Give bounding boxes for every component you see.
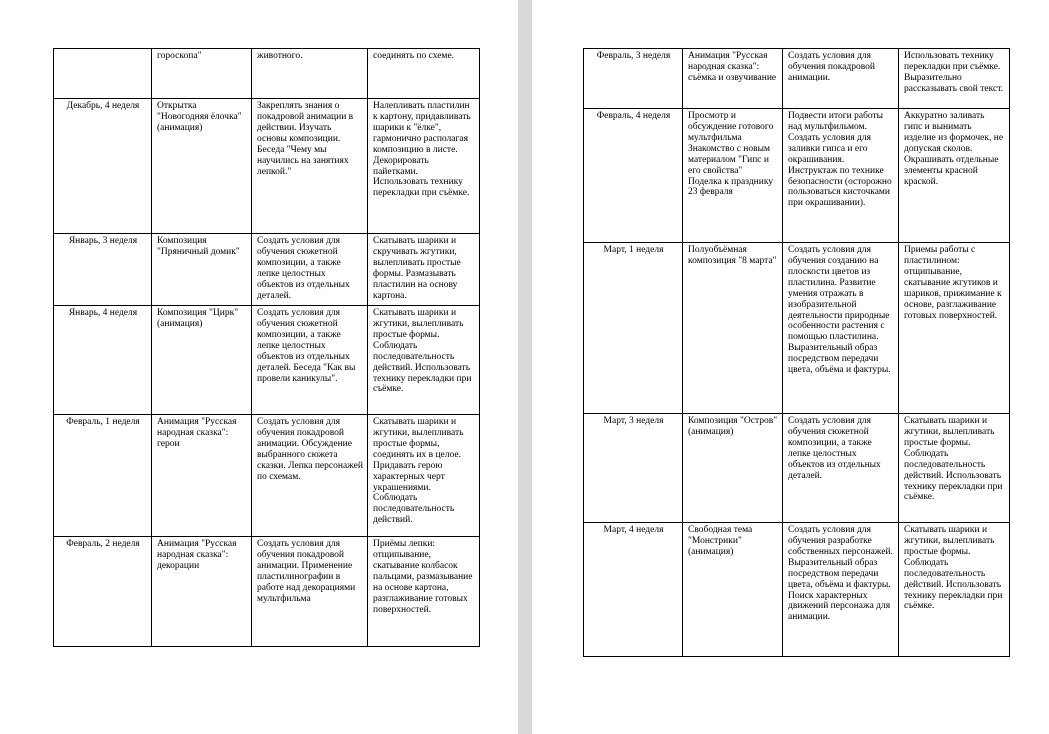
date-cell: Февраль, 4 неделя bbox=[584, 109, 683, 243]
date-cell: Январь, 3 неделя bbox=[54, 234, 152, 306]
methods-cell: Скатывать шарики и жгутики, вылепливать простые формы, соединять их в целое. Придавать герою характерных черт украшениями. Соблюдать последовательность действий. bbox=[368, 415, 480, 537]
theme-cell: Анимация "Русская народная сказка": съёмка и озвучивание bbox=[683, 49, 783, 109]
methods-cell: Приемы работы с пластилином: отщипывание, скатывание жгутиков и шариков, прижимание к основе, разглаживание готовых поверхностей. bbox=[899, 243, 1010, 414]
table-row bbox=[54, 99, 480, 234]
tasks-cell: Закреплять знания о покадровой анимации в действии. Изучать основы композиции. Беседа "Чему мы научились на занятиях лепкой." bbox=[252, 99, 368, 234]
lesson-plan-table-left bbox=[53, 48, 480, 647]
methods-cell: Аккуратно заливать гипс и вынимать изделие из формочек, не допуская сколов. Окрашивать отдельные элементы красной краской. bbox=[899, 109, 1010, 243]
table-row bbox=[584, 243, 1010, 414]
methods-cell: соединять по схеме. bbox=[368, 49, 480, 99]
table-row bbox=[54, 306, 480, 415]
tasks-cell: Создать условия для обучения сюжетной композиции, а также лепке целостных объектов из отдельных деталей. bbox=[783, 414, 899, 523]
tasks-cell: Создать условия для обучения разработке собственных персонажей. Выразительный образ посредством передачи цвета, объёма и фактуры. Поиск характерных движений персонажа для анимации. bbox=[783, 523, 899, 657]
table-row bbox=[54, 415, 480, 537]
methods-cell: Приёмы лепки: отщипывание, скатывание колбасок пальцами, размазывание на основе картона, разглаживание готовых поверхностей. bbox=[368, 537, 480, 647]
page-gutter bbox=[518, 0, 532, 734]
table-row bbox=[584, 109, 1010, 243]
tasks-cell: Создать условия для обучения сюжетной композиции, а также лепке целостных объектов из отдельных деталей. bbox=[252, 234, 368, 306]
theme-cell: Композиция "Пряничный домик" bbox=[152, 234, 252, 306]
table-row bbox=[584, 414, 1010, 523]
tasks-cell: Подвести итоги работы над мультфильмом. Создать условия для заливки гипса и его окрашивания. Инструктаж по технике безопасности (осторожно пользоваться кисточками при окрашивании). bbox=[783, 109, 899, 243]
date-cell: Март, 3 неделя bbox=[584, 414, 683, 523]
methods-cell: Скатывать шарики и жгутики, вылепливать простые формы. Соблюдать последовательность действий. Использовать технику перекладки при съёмке. bbox=[899, 414, 1010, 523]
date-cell: Февраль, 1 неделя bbox=[54, 415, 152, 537]
tasks-cell: Создать условия для обучения покадровой анимации. bbox=[783, 49, 899, 109]
date-cell: Февраль, 3 неделя bbox=[584, 49, 683, 109]
methods-cell: Налепливать пластилин к картону, придавливать шарики к "ёлке", гармонично располагая композицию в листе. Декорировать пайетками. Использовать технику перекладки при съёмке. bbox=[368, 99, 480, 234]
table-row bbox=[584, 523, 1010, 657]
date-cell: Февраль, 2 неделя bbox=[54, 537, 152, 647]
methods-cell: Использовать технику перекладки при съёмке. Выразительно рассказывать свой текст. bbox=[899, 49, 1010, 109]
methods-cell: Скатывать шарики и жгутики, вылепливать простые формы. Соблюдать последовательность действий. Использовать технику перекладки при съёмке. bbox=[368, 306, 480, 415]
tasks-cell: Создать условия для обучения покадровой анимации. Применение пластилинографии в работе над декорациями мультфильма bbox=[252, 537, 368, 647]
table-row bbox=[54, 49, 480, 99]
theme-cell: Свободная тема "Монстрики" (анимация) bbox=[683, 523, 783, 657]
table-row bbox=[584, 49, 1010, 109]
methods-cell: Скатывать шарики и жгутики, вылепливать простые формы. Соблюдать последовательность действий. Использовать технику перекладки при съёмке. bbox=[899, 523, 1010, 657]
theme-cell: гороскопа" bbox=[152, 49, 252, 99]
tasks-cell: животного. bbox=[252, 49, 368, 99]
theme-cell: Композиция "Цирк" (анимация) bbox=[152, 306, 252, 415]
theme-cell: Открытка "Новогодняя ёлочка" (анимация) bbox=[152, 99, 252, 234]
theme-cell: Композиция "Остров" (анимация) bbox=[683, 414, 783, 523]
tasks-cell: Создать условия для обучения покадровой анимации. Обсуждение выбранного сюжета сказки. Лепка персонажей по схемам. bbox=[252, 415, 368, 537]
date-cell: Март, 1 неделя bbox=[584, 243, 683, 414]
date-cell: Март, 4 неделя bbox=[584, 523, 683, 657]
tasks-cell: Создать условия для обучения сюжетной композиции, а также лепке целостных объектов из отдельных деталей. Беседа "Как вы провели каникулы". bbox=[252, 306, 368, 415]
theme-cell: Анимация "Русская народная сказка": декорации bbox=[152, 537, 252, 647]
lesson-plan-table-right bbox=[583, 48, 1010, 657]
tasks-cell: Создать условия для обучения созданию на плоскости цветов из пластилина. Развитие умения отражать в изобразительной деятельности природные особенности растения с помощью пластилина. Выразительный образ посредством передачи цвета, объёма и фактуры. bbox=[783, 243, 899, 414]
theme-cell: Анимация "Русская народная сказка": герои bbox=[152, 415, 252, 537]
date-cell bbox=[54, 49, 152, 99]
theme-cell: Полуобъёмная композиция "8 марта" bbox=[683, 243, 783, 414]
date-cell: Декабрь, 4 неделя bbox=[54, 99, 152, 234]
methods-cell: Скатывать шарики и скручивать жгутики, вылепливать простые формы. Размазывать пластилин на основу картона. bbox=[368, 234, 480, 306]
date-cell: Январь, 4 неделя bbox=[54, 306, 152, 415]
theme-cell: Просмотр и обсуждение готового мультфильма Знакомство с новым материалом "Гипс и его свойства" Поделка к празднику 23 февраля bbox=[683, 109, 783, 243]
table-row bbox=[54, 234, 480, 306]
table-row bbox=[54, 537, 480, 647]
